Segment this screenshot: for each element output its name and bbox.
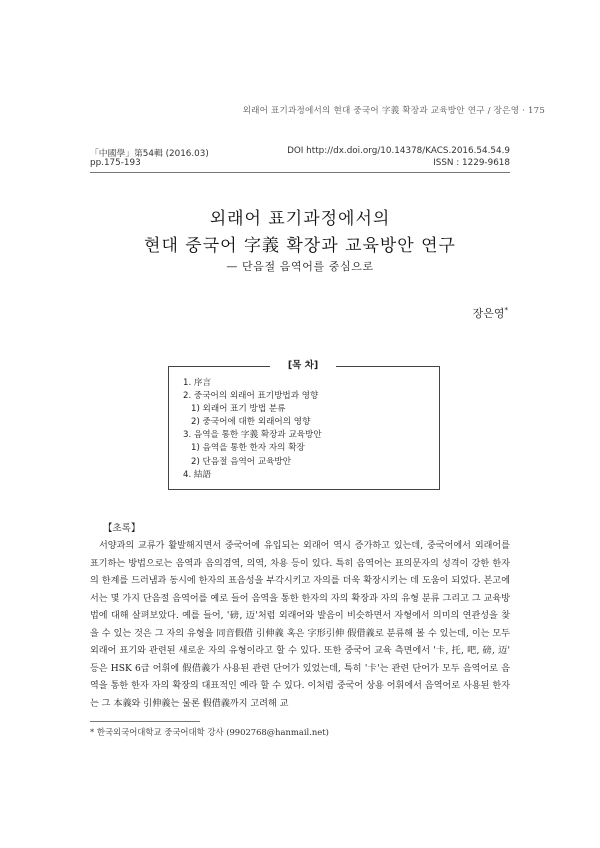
author-footnote-mark: * — [504, 306, 508, 315]
toc-item: 1. 序言 — [183, 378, 212, 388]
issn: ISSN : 1229-9618 — [433, 158, 510, 168]
toc-item: 3. 음역을 통한 字義 확장과 교육방안 — [183, 430, 322, 441]
toc-item: 2. 중국어의 외래어 표기방법과 영향 — [183, 391, 319, 402]
header-divider — [90, 172, 510, 173]
doi: DOI http://dx.doi.org/10.14378/KACS.2016.54.54.9 — [287, 146, 510, 156]
author — [473, 305, 508, 321]
toc-item: 4. 結語 — [183, 469, 212, 480]
author-name: 장은영 — [472, 307, 505, 320]
paper-subtitle: — 단음절 음역어를 중심으로 — [226, 260, 374, 273]
running-header: 외래어 표기과정에서의 현대 중국어 字義 확장과 교육방안 연구 / 장은영 · 175 — [242, 106, 545, 116]
toc-list — [183, 377, 322, 482]
toc-item: 1) 음역을 통한 한자 자의 확장 — [191, 443, 305, 454]
paper-title-line-1: 외래어 표기과정에서의 — [209, 209, 391, 229]
abstract-label: 【초록】 — [103, 523, 141, 534]
journal-citation: 「中國學」第54輯 (2016.03) — [90, 149, 209, 159]
author-footnote: * 한국외국어대학교 중국어대학 강사 (9902768@hanmail.net) — [90, 727, 329, 737]
page-range: pp.175-193 — [90, 158, 141, 168]
paper-title-line-2: 현대 중국어 字義 확장과 교육방안 연구 — [144, 236, 456, 256]
toc-label: [목 차] — [270, 357, 336, 371]
toc-item: 1) 외래어 표기 방법 분류 — [191, 404, 286, 415]
toc-item: 2) 단음절 음역어 교육방안 — [191, 456, 292, 467]
toc-item: 2) 중국어에 대한 외래어의 영향 — [191, 417, 311, 428]
abstract-text: 서양과의 교류가 활발해지면서 중국어에 유입되는 외래어 역시 증가하고 있는데, 중국어에서 외래어를 표기하는 방법으로는 음역과 음의겸역, 의역, 차용 등이 있다. 특히 음역어는 표의문자의 성격이 강한 한자의 한계를 드러냄과 동시에 한자의 표음성을 부각시키고 자의를 더욱 확장시키는 데 도움이 되었다. 본고에서는 몇 가지 단음절 음역어를 예로 들어 음역을 통한 한자의 자의 확장과 자의 유형 분류 그리고 그 교육방법에 대해 살펴보았다. 예를 들어, '磅, 迈'처럼 외래어와 발음이 비슷하면서 자형에서 의미의 연관성을 찾을 수 있는 것은 그 자의 유형을 同音假借 引伸義 혹은 字形引伸 假借義로 분류해 볼 수 있는데, 이는 모두 외래어 표기와 관련된 새로운 자의 유형이라고 할 수 있다. 또한 중국어 교육 측면에서 '卡, 托, 吧, 磅, 迈' 등은 HSK 6급 어휘에 假借義가 사용된 관련 단어가 있었는데, 특히 '卡'는 관련 단어가 모두 음역어로 음역을 통한 한자 자의 확장의 대표적인 예라 할 수 있다. 이처럼 중국어 상용 어휘에서 음역어로 사용된 한자는 그 本義와 引伸義는 물론 假借義까지 고려해 교 — [90, 541, 510, 709]
footnote-divider — [90, 721, 200, 722]
